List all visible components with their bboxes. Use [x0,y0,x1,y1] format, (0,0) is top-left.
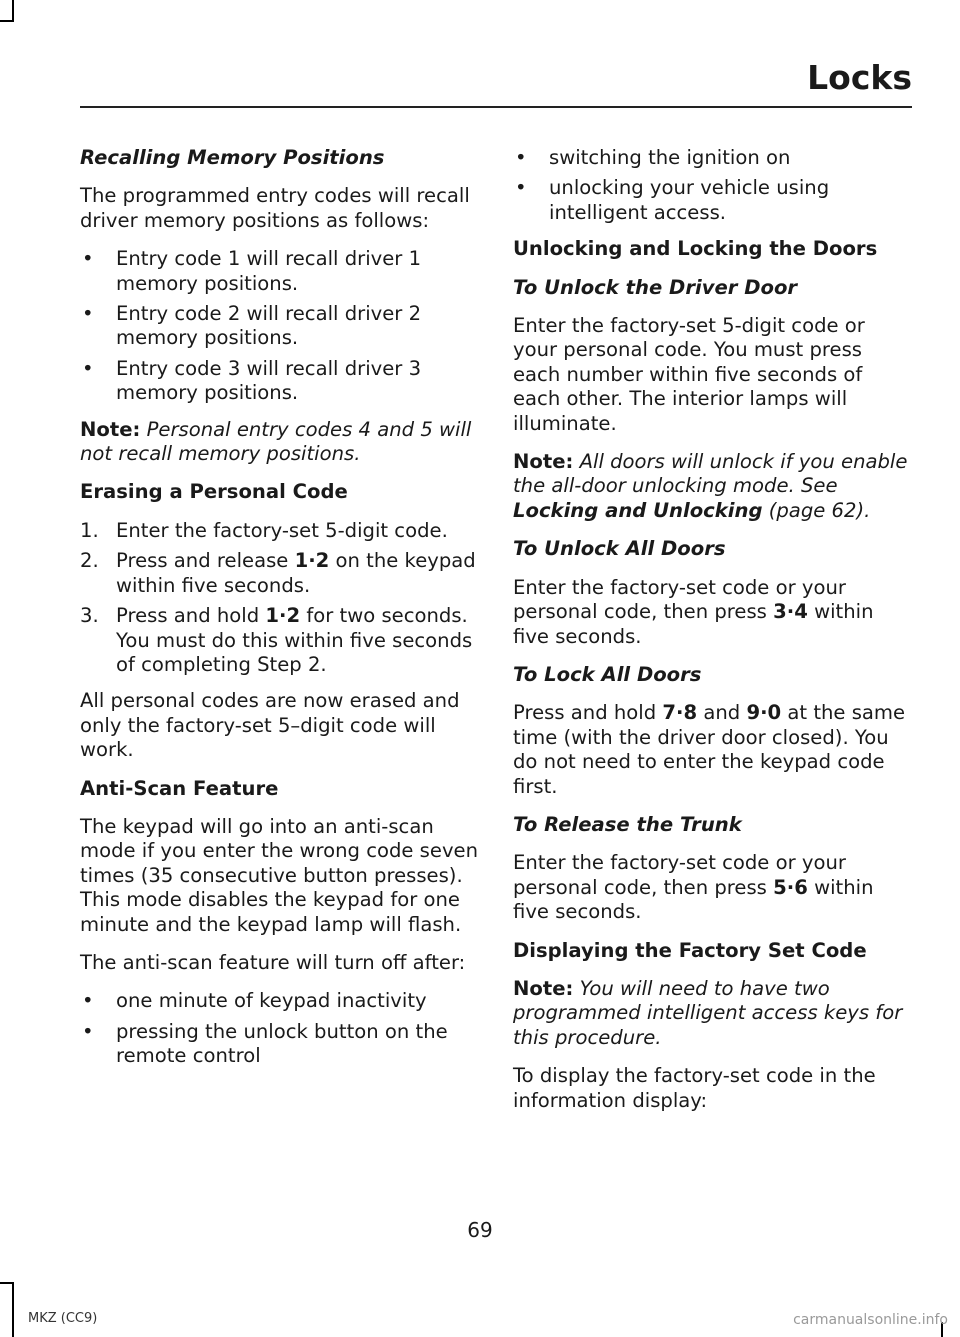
page-title: Locks [807,58,912,97]
bullet-icon: • [82,302,94,326]
step-item: 3. Press and hold 1·2 for two seconds. You must do this within five seconds of completing Step 2. [80,604,473,676]
list-item: • Entry code 2 will recall driver 2 memory positions. [82,302,422,350]
list-item: • Entry code 3 will recall driver 3 memory positions. [82,356,422,405]
bullet-icon: • [82,247,94,271]
list-item: • pressing the unlock button on the remote control [82,1019,448,1068]
driver-door-paragraph: Enter the factory-set 5-digit code or your personal code. You must press each number within five seconds of each other. The interior lamps will illuminate. [513,314,865,435]
recall-intro: The programmed entry codes will recall driver memory positions as follows: [80,184,470,232]
antiscan-heading: Anti-Scan Feature [80,776,279,800]
bullet-icon: • [515,146,527,169]
keypad-key: 1·2 [265,604,301,628]
antiscan-list [80,989,482,1068]
cross-reference-link[interactable]: Locking and Unlocking [513,498,763,522]
step-item: 1. Enter the factory-set 5-digit code. [80,518,448,542]
crop-mark-bottom-left-v [12,1282,14,1337]
trunk-paragraph: Enter the factory-set code or your personal code, then press 5·6 within five seconds. [513,851,874,924]
left-column [80,146,482,1081]
erase-steps [80,519,482,677]
list-item: • unlocking your vehicle using intelligent access. [515,176,830,224]
lock-all-heading: To Lock All Doors [513,662,702,686]
erase-after: All personal codes are now erased and only the factory-set 5–digit code will work. [80,689,460,762]
recall-heading: Recalling Memory Positions [80,146,385,169]
note-keys: Note: You will need to have two programmed intelligent access keys for this procedure. [513,976,903,1049]
crop-mark-bottom-left-h [0,1282,14,1284]
list-item: • Entry code 1 will recall driver 1 memory positions. [82,247,422,295]
unlock-all-heading: To Unlock All Doors [513,537,726,561]
unlock-all-paragraph: Enter the factory-set code or your personal code, then press 3·4 within five seconds. [513,575,874,648]
keypad-key: 9·0 [746,701,782,725]
keypad-key: 1·2 [294,549,330,573]
page-number: 69 [467,1218,493,1242]
keypad-key: 3·4 [773,600,808,624]
antiscan-list-continued [513,146,913,225]
display-code-heading: Displaying the Factory Set Code [513,938,867,962]
bullet-icon: • [82,356,94,380]
note-all-door: Note: All doors will unlock if you enable the all-door unlocking mode. See Locking and Unlocking (page 62). [513,450,908,522]
crop-mark-top-left-h [0,20,14,22]
trunk-heading: To Release the Trunk [513,812,742,836]
antiscan-paragraph: The keypad will go into an anti-scan mode if you enter the wrong code seven times (35 consecutive button presses). This mode disables the keypad for one minute and the keypad lamp will flash. [80,814,479,936]
antiscan-off-intro: The anti-scan feature will turn off after: [80,950,466,974]
list-item: • switching the ignition on [515,146,791,169]
keypad-key: 5·6 [773,875,808,899]
driver-door-heading: To Unlock the Driver Door [513,275,798,299]
crop-mark-top-left-v [12,0,14,22]
footer-model: MKZ (CC9) [28,1311,98,1326]
display-code-paragraph: To display the factory-set code in the information display: [513,1064,876,1112]
list-item: • one minute of keypad inactivity [82,989,427,1013]
bullet-icon: • [82,1019,94,1043]
right-column [513,146,913,1127]
bullet-icon: • [82,989,94,1013]
note-memory: Note: Personal entry codes 4 and 5 will not recall memory positions. [80,417,472,466]
recall-list [80,247,482,405]
lock-all-paragraph: Press and hold 7·8 and 9·0 at the same time (with the driver door closed). You do not need to enter the keypad code first. [513,701,906,798]
unlock-lock-heading: Unlocking and Locking the Doors [513,237,878,261]
erase-heading: Erasing a Personal Code [80,480,348,504]
bullet-icon: • [515,176,527,200]
keypad-key: 7·8 [662,701,698,725]
step-item: 2. Press and release 1·2 on the keypad within five seconds. [80,549,476,597]
watermark: carmanualsonline.info [793,1312,948,1328]
header-rule [80,106,912,108]
